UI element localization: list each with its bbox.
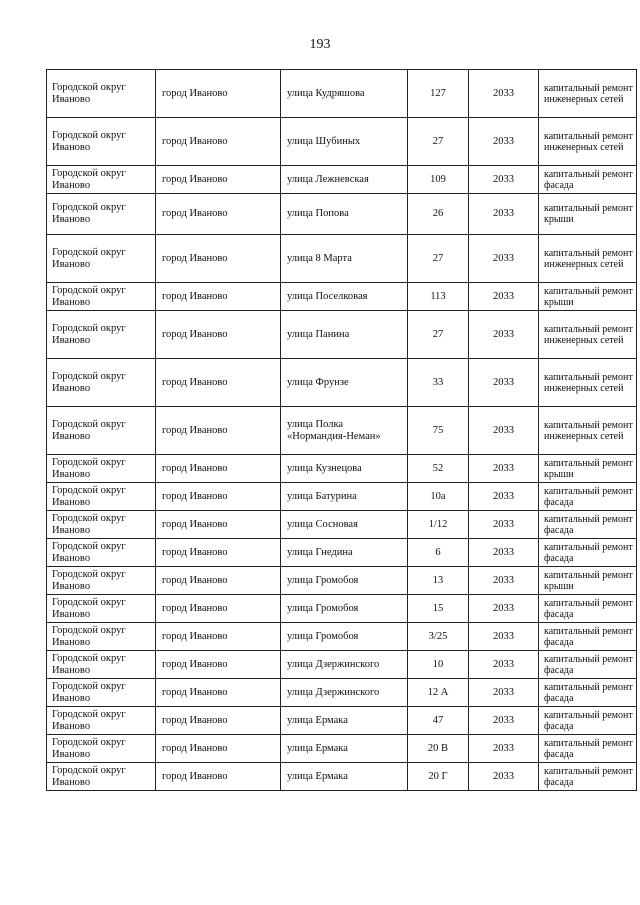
work-type-cell: капитальный ремонт крыши <box>539 455 637 483</box>
street-cell: улица Ермака <box>281 707 408 735</box>
city-cell: город Иваново <box>156 651 281 679</box>
city-cell: город Иваново <box>156 735 281 763</box>
table-row <box>47 194 637 235</box>
work-type-cell: капитальный ремонт фасада <box>539 166 637 194</box>
table-row <box>47 679 637 707</box>
work-type-cell: капитальный ремонт фасада <box>539 735 637 763</box>
street-cell: улица Кузнецова <box>281 455 408 483</box>
city-cell: город Иваново <box>156 483 281 511</box>
work-type-cell: капитальный ремонт фасада <box>539 679 637 707</box>
district-cell: Городской округ Иваново <box>47 194 156 235</box>
city-cell: город Иваново <box>156 707 281 735</box>
year-cell: 2033 <box>469 118 539 166</box>
table-row <box>47 407 637 455</box>
district-cell: Городской округ Иваново <box>47 539 156 567</box>
work-type-cell: капитальный ремонт инженерных сетей <box>539 311 637 359</box>
table-row <box>47 539 637 567</box>
table-row <box>47 623 637 651</box>
street-cell: улица Кудряшова <box>281 70 408 118</box>
district-cell: Городской округ Иваново <box>47 235 156 283</box>
house-number-cell: 20 Г <box>408 763 469 791</box>
city-cell: город Иваново <box>156 359 281 407</box>
table-row <box>47 735 637 763</box>
work-type-cell: капитальный ремонт инженерных сетей <box>539 235 637 283</box>
house-number-cell: 6 <box>408 539 469 567</box>
table-row <box>47 707 637 735</box>
district-cell: Городской округ Иваново <box>47 166 156 194</box>
street-cell: улица Дзержинского <box>281 651 408 679</box>
repair-schedule-table <box>46 69 637 791</box>
city-cell: город Иваново <box>156 194 281 235</box>
table-row <box>47 166 637 194</box>
table-row <box>47 118 637 166</box>
work-type-cell: капитальный ремонт фасада <box>539 595 637 623</box>
district-cell: Городской округ Иваново <box>47 651 156 679</box>
city-cell: город Иваново <box>156 595 281 623</box>
house-number-cell: 109 <box>408 166 469 194</box>
work-type-cell: капитальный ремонт фасада <box>539 483 637 511</box>
year-cell: 2033 <box>469 623 539 651</box>
street-cell: улица Громобоя <box>281 595 408 623</box>
district-cell: Городской округ Иваново <box>47 455 156 483</box>
street-cell: улица Гнедина <box>281 539 408 567</box>
year-cell: 2033 <box>469 166 539 194</box>
house-number-cell: 27 <box>408 235 469 283</box>
table-row <box>47 70 637 118</box>
work-type-cell: капитальный ремонт инженерных сетей <box>539 359 637 407</box>
table-row <box>47 311 637 359</box>
year-cell: 2033 <box>469 763 539 791</box>
work-type-cell: капитальный ремонт фасада <box>539 539 637 567</box>
house-number-cell: 20 В <box>408 735 469 763</box>
table-row <box>47 567 637 595</box>
work-type-cell: капитальный ремонт инженерных сетей <box>539 70 637 118</box>
house-number-cell: 127 <box>408 70 469 118</box>
street-cell: улица 8 Марта <box>281 235 408 283</box>
house-number-cell: 47 <box>408 707 469 735</box>
district-cell: Городской округ Иваново <box>47 567 156 595</box>
year-cell: 2033 <box>469 359 539 407</box>
year-cell: 2033 <box>469 194 539 235</box>
table-row <box>47 483 637 511</box>
street-cell: улица Шубиных <box>281 118 408 166</box>
district-cell: Городской округ Иваново <box>47 679 156 707</box>
district-cell: Городской округ Иваново <box>47 511 156 539</box>
street-cell: улица Панина <box>281 311 408 359</box>
street-cell: улица Ермака <box>281 735 408 763</box>
street-cell: улица Полка «Нормандия-Неман» <box>281 407 408 455</box>
page-number: 193 <box>309 37 331 52</box>
city-cell: город Иваново <box>156 539 281 567</box>
table-row <box>47 359 637 407</box>
city-cell: город Иваново <box>156 455 281 483</box>
year-cell: 2033 <box>469 539 539 567</box>
table-row <box>47 595 637 623</box>
district-cell: Городской округ Иваново <box>47 118 156 166</box>
year-cell: 2033 <box>469 511 539 539</box>
district-cell: Городской округ Иваново <box>47 70 156 118</box>
city-cell: город Иваново <box>156 235 281 283</box>
district-cell: Городской округ Иваново <box>47 595 156 623</box>
district-cell: Городской округ Иваново <box>47 735 156 763</box>
district-cell: Городской округ Иваново <box>47 283 156 311</box>
street-cell: улица Фрунзе <box>281 359 408 407</box>
house-number-cell: 10 <box>408 651 469 679</box>
city-cell: город Иваново <box>156 118 281 166</box>
work-type-cell: капитальный ремонт фасада <box>539 623 637 651</box>
year-cell: 2033 <box>469 483 539 511</box>
work-type-cell: капитальный ремонт инженерных сетей <box>539 407 637 455</box>
house-number-cell: 26 <box>408 194 469 235</box>
district-cell: Городской округ Иваново <box>47 623 156 651</box>
table-row <box>47 511 637 539</box>
house-number-cell: 1/12 <box>408 511 469 539</box>
city-cell: город Иваново <box>156 763 281 791</box>
street-cell: улица Ермака <box>281 763 408 791</box>
city-cell: город Иваново <box>156 407 281 455</box>
city-cell: город Иваново <box>156 283 281 311</box>
work-type-cell: капитальный ремонт фасада <box>539 651 637 679</box>
year-cell: 2033 <box>469 567 539 595</box>
house-number-cell: 75 <box>408 407 469 455</box>
house-number-cell: 52 <box>408 455 469 483</box>
year-cell: 2033 <box>469 235 539 283</box>
table-row <box>47 283 637 311</box>
work-type-cell: капитальный ремонт фасада <box>539 763 637 791</box>
work-type-cell: капитальный ремонт фасада <box>539 707 637 735</box>
house-number-cell: 15 <box>408 595 469 623</box>
district-cell: Городской округ Иваново <box>47 483 156 511</box>
street-cell: улица Попова <box>281 194 408 235</box>
house-number-cell: 12 А <box>408 679 469 707</box>
house-number-cell: 27 <box>408 118 469 166</box>
year-cell: 2033 <box>469 735 539 763</box>
work-type-cell: капитальный ремонт инженерных сетей <box>539 118 637 166</box>
district-cell: Городской округ Иваново <box>47 359 156 407</box>
year-cell: 2033 <box>469 707 539 735</box>
street-cell: улица Сосновая <box>281 511 408 539</box>
city-cell: город Иваново <box>156 567 281 595</box>
street-cell: улица Лежневская <box>281 166 408 194</box>
city-cell: город Иваново <box>156 623 281 651</box>
table-row <box>47 651 637 679</box>
city-cell: город Иваново <box>156 166 281 194</box>
work-type-cell: капитальный ремонт фасада <box>539 511 637 539</box>
table-row <box>47 763 637 791</box>
house-number-cell: 113 <box>408 283 469 311</box>
street-cell: улица Громобоя <box>281 567 408 595</box>
house-number-cell: 33 <box>408 359 469 407</box>
street-cell: улица Батурина <box>281 483 408 511</box>
year-cell: 2033 <box>469 283 539 311</box>
city-cell: город Иваново <box>156 511 281 539</box>
work-type-cell: капитальный ремонт крыши <box>539 194 637 235</box>
district-cell: Городской округ Иваново <box>47 311 156 359</box>
house-number-cell: 13 <box>408 567 469 595</box>
year-cell: 2033 <box>469 595 539 623</box>
year-cell: 2033 <box>469 311 539 359</box>
house-number-cell: 27 <box>408 311 469 359</box>
city-cell: город Иваново <box>156 311 281 359</box>
street-cell: улица Громобоя <box>281 623 408 651</box>
district-cell: Городской округ Иваново <box>47 763 156 791</box>
district-cell: Городской округ Иваново <box>47 407 156 455</box>
street-cell: улица Дзержинского <box>281 679 408 707</box>
table-body <box>47 70 637 791</box>
street-cell: улица Поселковая <box>281 283 408 311</box>
city-cell: город Иваново <box>156 70 281 118</box>
year-cell: 2033 <box>469 651 539 679</box>
district-cell: Городской округ Иваново <box>47 707 156 735</box>
table-row <box>47 455 637 483</box>
year-cell: 2033 <box>469 70 539 118</box>
table-row <box>47 235 637 283</box>
city-cell: город Иваново <box>156 679 281 707</box>
year-cell: 2033 <box>469 407 539 455</box>
house-number-cell: 3/25 <box>408 623 469 651</box>
year-cell: 2033 <box>469 455 539 483</box>
work-type-cell: капитальный ремонт крыши <box>539 567 637 595</box>
house-number-cell: 10а <box>408 483 469 511</box>
work-type-cell: капитальный ремонт крыши <box>539 283 637 311</box>
year-cell: 2033 <box>469 679 539 707</box>
